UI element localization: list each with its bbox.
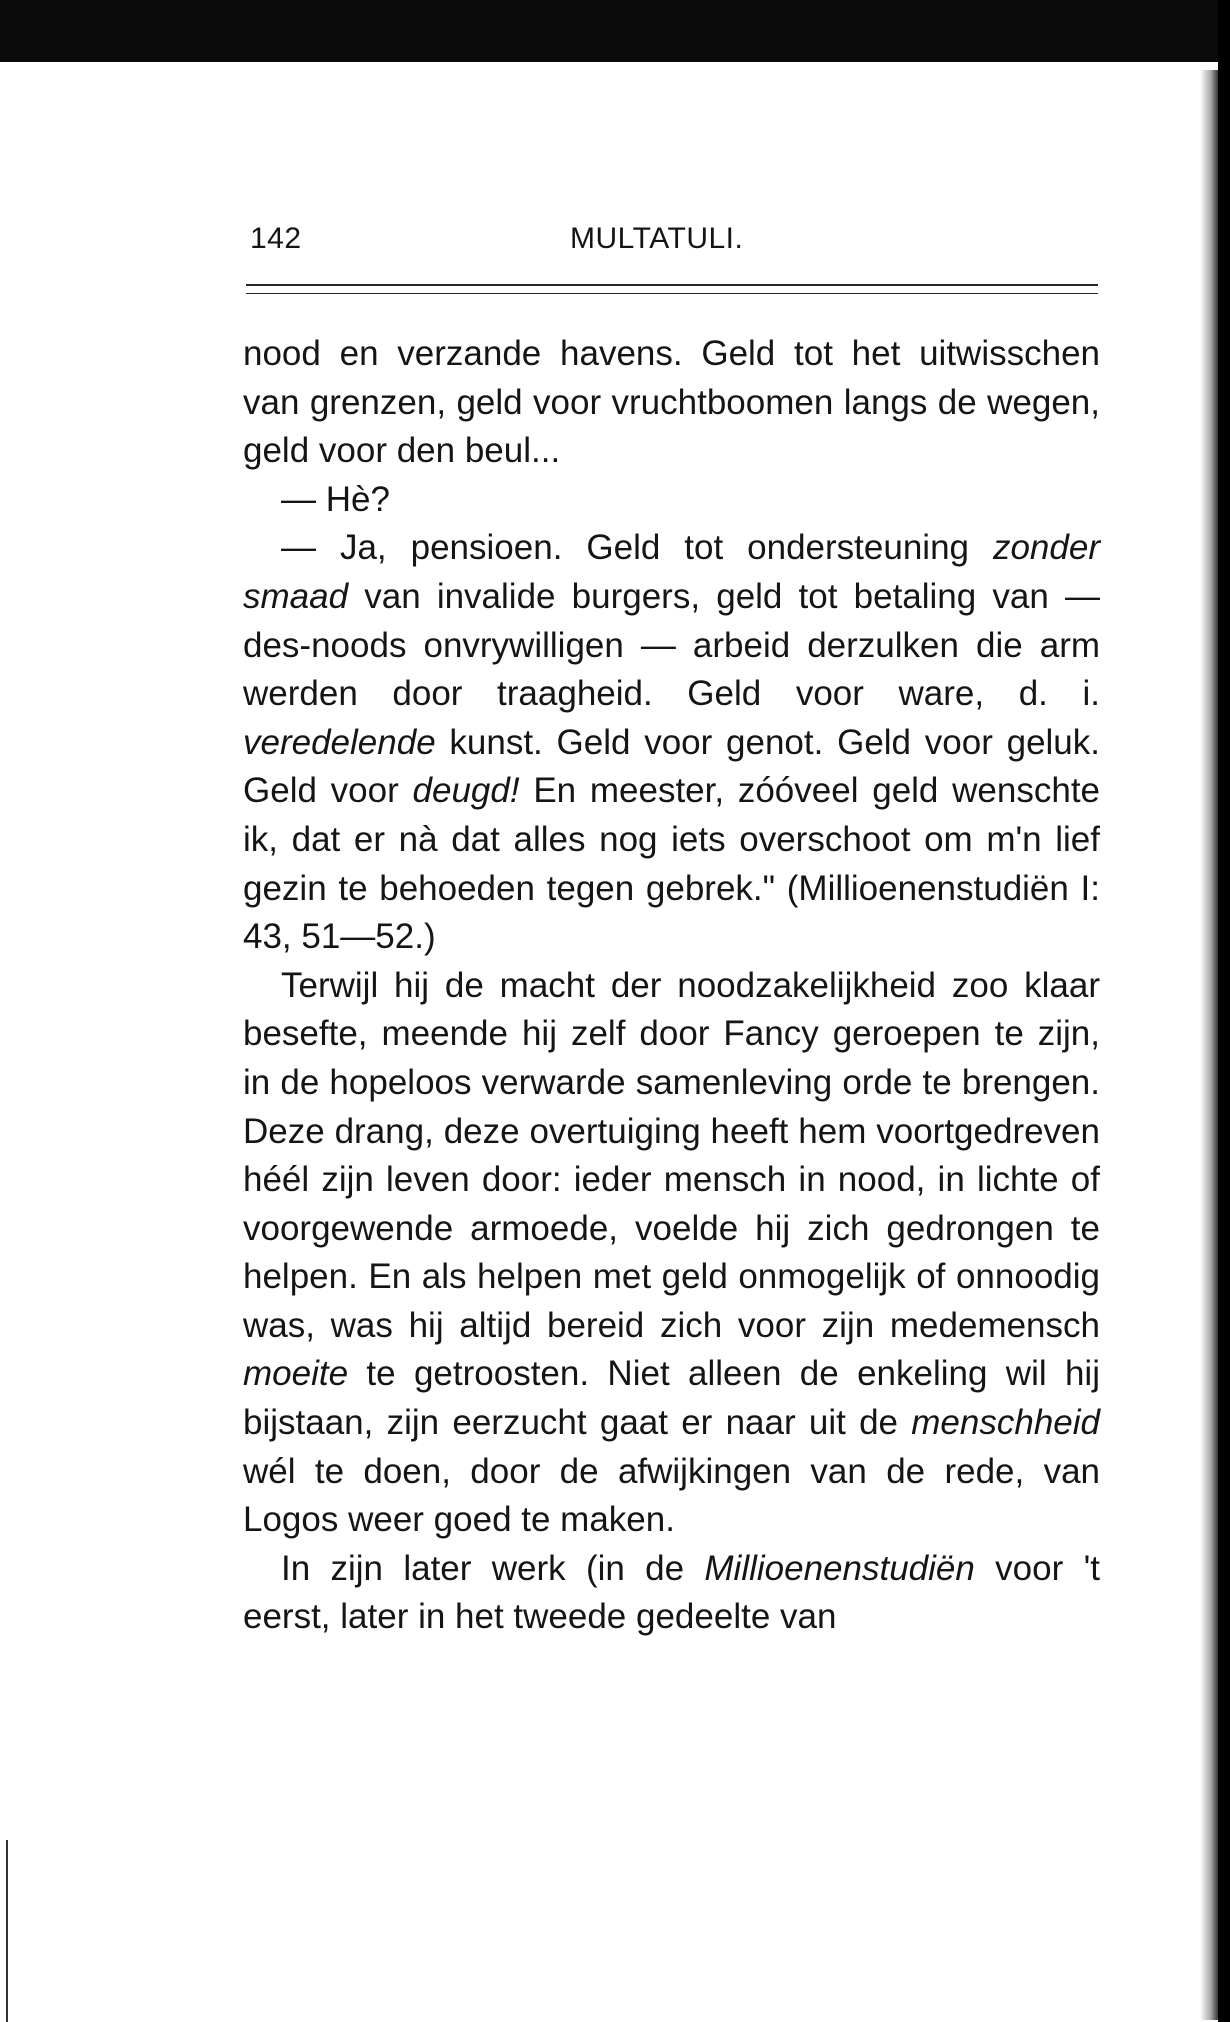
paragraph-3-text-a: — Ja, pensioen. Geld tot ondersteuning [281,528,993,568]
scan-top-band [0,0,1230,62]
paragraph-3-italic-3: deugd! [412,771,520,811]
paragraph-4 [243,962,1100,1545]
paragraph-4-italic-1: moeite [243,1354,349,1394]
paragraph-3-italic-1: zonder smaad [243,528,1100,616]
paragraph-3-text-b: van invalide burgers, geld tot betaling van — des-noods onvrywilligen — arbeid derzulken die arm werden door traagheid. Geld voor ware, d. i. [243,576,1100,714]
page-number: 142 [250,222,302,255]
scan-right-edge [1218,0,1230,2022]
paragraph-5-text-b: voor 't eerst, later in het tweede gedeelte van [243,1548,1100,1637]
paragraph-1-text: nood en verzande havens. Geld tot het uitwisschen van grenzen, geld voor vruchtboomen langs de wegen, geld voor den beul... [243,334,1100,471]
paragraph-1 [243,330,1100,476]
paragraph-2 [243,476,1100,525]
paragraph-5-text-a: In zijn later werk (in de [281,1548,705,1588]
header-rule-top [246,284,1098,286]
paragraph-4-italic-2: menschheid [911,1403,1100,1443]
page-header [250,222,1100,268]
paragraph-4-text-a: Terwijl hij de macht der noodzakelijkheid zoo klaar besefte, meende hij zelf door Fancy geroepen te zijn, in de hopeloos verwarde samenleving orde te brengen. Deze drang, deze overtuiging heeft hem voortgedreven héél zijn leven door: ieder mensch in nood, in lichte of voorgewende armoede, voelde hij zich gedrongen te helpen. En als helpen met geld onmogelijk of onnoodig was, was hij altijd bereid zich voor zijn medemensch [243,965,1100,1345]
paragraph-3 [243,524,1100,961]
paragraph-3-text-d: En meester, zóóveel geld wenschte ik, dat er nà dat alles nog iets overschoot om m'n lief gezin te behoeden tegen gebrek." (Millioenenstudiën I: 43, 51—52.) [243,771,1101,957]
paragraph-3-text-c: kunst. Geld voor genot. Geld voor geluk. Geld voor [243,722,1100,811]
running-title: MULTATULI. [570,222,744,255]
paragraph-3-italic-2: veredelende [243,722,436,762]
scan-left-edge [6,1840,8,2022]
paragraph-2-text: — Hè? [281,479,390,519]
body-text [243,330,1100,1642]
scan-right-shadow [1200,70,1218,2020]
paragraph-5 [243,1545,1100,1642]
header-rule-bottom [246,293,1098,294]
paragraph-4-text-b: te getroosten. Niet alleen de enkeling wil hij bijstaan, zijn eerzucht gaat er naar uit de [243,1354,1100,1443]
paragraph-4-text-c: wél te doen, door de afwijkingen van de rede, van Logos weer goed te maken. [243,1451,1100,1540]
paragraph-5-italic-1: Millioenenstudiën [704,1548,975,1588]
